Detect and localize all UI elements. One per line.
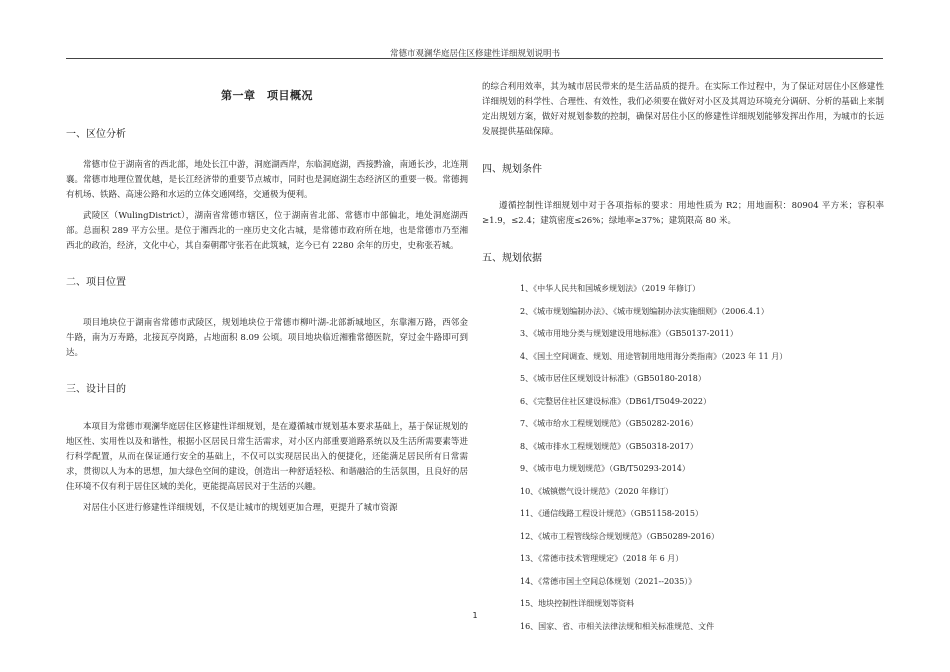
- list-item: 4、《国土空间调查、规划、用途管制用地用海分类指南》（2023 年 11 月）: [520, 351, 788, 361]
- list-item: 5、《城市居住区规划设计标准》（GB50180-2018）: [520, 374, 706, 383]
- page-number: 1: [472, 611, 478, 620]
- list-item: 8、《城市排水工程规划规范》（GB50318-2017）: [520, 441, 698, 451]
- list-item: 7、《城市给水工程规划规范》（GB50282-2016）: [520, 419, 698, 428]
- list-item: 9、《城市电力规划规范》（GB/T50293-2014）: [520, 464, 690, 473]
- list-item: 11、《通信线路工程设计规范》（GB51158-2015）: [520, 509, 703, 518]
- left-column: [66, 88, 468, 516]
- purpose-paragraph-1: 本项目为常德市观澜华庭居住区修建性详细规划，是在遵循城市规划基本要求基础上，基于保证规划的地区性、实用性以及和谐性，根据小区居民日常生活需求，对小区内部重要道路系统以及生活所需要素等进行科学配置，从而在保证通行安全的基础上，不仅可以实现居民出入的便捷化，还能满足居民所有日常需求，贯彻以人为本的思想，加大绿色空间的建设，创造出一种舒适轻松、和谐融洽的生活氛围，且良好的居住环境不仅有利于居住区域的美化，更能提高居民对于生活的兴趣。: [66, 422, 468, 492]
- list-item: 15、地块控制性详细规划等资料: [520, 599, 635, 608]
- header-divider: [66, 58, 883, 59]
- right-column: [482, 80, 884, 638]
- conditions-paragraph: 遵循控制性详细规划中对于各项指标的要求：用地性质为 R2；用地面积：80904 平方米；容积率≥1.9，≤2.4；建筑密度≤26%；绿地率≥37%；建筑限高 80 米。: [482, 201, 884, 226]
- section-heading-location: 一、区位分析: [66, 129, 126, 140]
- section-heading-conditions: 四、规划条件: [482, 164, 542, 175]
- list-item: 3、《城市用地分类与规划建设用地标准》（GB50137-2011）: [520, 329, 738, 338]
- list-item: 13、《常德市技术管理规定》（2018 年 6 月）: [520, 554, 684, 563]
- list-item: 6、《完整居住社区建设标准》（DB61/T5049-2022）: [520, 396, 712, 406]
- purpose-paragraph-2-continued: 的综合利用效率，其为城市居民带来的是生活品质的提升。在实际工作过程中，为了保证对居住小区修建性详细规划的科学性、合理性、有效性，我们必须要在做好对小区及其周边环境充分调研、分析的基础上来制定出规划方案，做好对规划参数的控制，确保对居住小区的修建性详细规划能够发挥出作用，为城市的长远发展提供基础保障。: [482, 82, 884, 137]
- chapter-title: 第一章 项目概况: [221, 89, 313, 102]
- list-item: 12、《城市工程管线综合规划规范》（GB50289-2016）: [520, 531, 719, 541]
- location-paragraph-2: 武陵区（WulingDistrict），湖南省常德市辖区，位于湖南省北部、常德市中部偏北，地处洞庭湖西部。总面积 289 平方公里。是位于湘西北的一座历史文化古城，是常德市政府所在地，也是常德市乃至湘西北的政治，经济，文化中心，其自秦朝郡守张若在此筑城，迄今已有 2280 余年的历史，史称张若城。: [66, 211, 468, 251]
- location-paragraph-1: 常德市位于湖南省的西北部，地处长江中游，洞庭湖西岸，东临洞庭湖，西接黔渝，南通长沙，北连荆襄。常德市地理位置优越，是长江经济带的重要节点城市，同时也是洞庭湖生态经济区的重要一极。常德拥有机场、铁路、高速公路和水运的立体交通网络，交通极为便利。: [66, 160, 468, 200]
- section-heading-purpose: 三、设计目的: [66, 384, 126, 395]
- section-heading-basis: 五、规划依据: [482, 253, 542, 264]
- list-item: 16、国家、省、市相关法律法规和相关标准规范、文件: [520, 621, 715, 631]
- list-item: 1、《中华人民共和国城乡规划法》（2019 年修订）: [520, 284, 700, 293]
- list-item: 14、《常德市国土空间总体规划（2021--2035）》: [520, 576, 697, 586]
- list-item: 2、《城市规划编制办法》、《城市规划编制办法实施细则》（2006.4.1）: [520, 306, 769, 316]
- site-paragraph: 项目地块位于湖南省常德市武陵区，规划地块位于常德市柳叶湖-北部新城地区，东靠湘万路，西邻金牛路，南为万寿路，北接瓦亭岗路，占地面积 8.09 公顷。项目地块临近湘雅常德医院，穿过金牛路即可到达。: [66, 318, 468, 358]
- purpose-paragraph-2-start: 对居住小区进行修建性详细规划，不仅是让城市的规划更加合理，更提升了城市资源: [83, 503, 398, 513]
- basis-list: [482, 278, 884, 638]
- page-header-title: 常德市观澜华庭居住区修建性详细规划说明书: [389, 49, 560, 59]
- list-item: 10、《城镇燃气设计规范》（2020 年修订）: [520, 486, 674, 496]
- section-heading-site: 二、项目位置: [66, 277, 126, 288]
